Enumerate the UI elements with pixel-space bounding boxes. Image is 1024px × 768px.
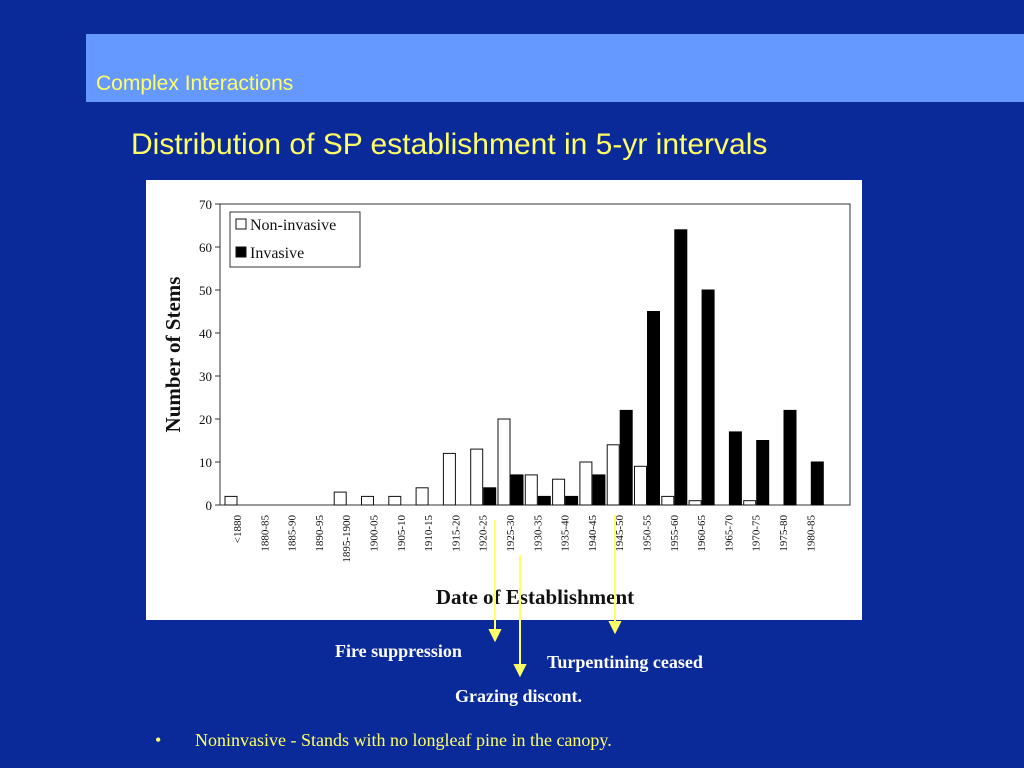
y-tick-label: 40 (199, 326, 212, 341)
x-tick-label: 1980-85 (805, 515, 818, 552)
legend-label-non-invasive: Non-invasive (250, 217, 337, 234)
y-tick-label: 20 (199, 412, 212, 427)
x-tick-label: 1975-80 (778, 515, 790, 552)
x-tick-label: 1885-90 (286, 515, 299, 552)
x-tick-label: 1915-20 (450, 515, 463, 552)
y-tick-label: 0 (205, 498, 212, 513)
x-tick-label: 1965-70 (723, 515, 736, 552)
fire-arrow-head (490, 630, 500, 640)
bullet-item (155, 730, 612, 751)
bullet-text: Noninvasive - Stands with no longleaf pine in the canopy. (195, 730, 612, 750)
fire-suppression-label: Fire suppression (335, 641, 462, 661)
x-tick-label: 1890-95 (313, 515, 326, 552)
grazing-arrow-head (515, 665, 525, 675)
x-tick-label: 1930-35 (532, 515, 545, 552)
turpentining-arrow-head (610, 622, 620, 632)
x-tick-label: 1945-50 (614, 515, 627, 552)
header-title: Complex Interactions (96, 72, 294, 95)
x-tick-label: <1880 (232, 515, 244, 544)
y-tick-label: 50 (199, 283, 212, 298)
x-tick-label: 1935-40 (559, 515, 572, 552)
y-tick-label: 10 (199, 455, 212, 470)
x-tick-label: 1955-60 (668, 515, 681, 552)
x-tick-label: 1910-15 (423, 515, 436, 552)
y-tick-label: 70 (199, 197, 212, 212)
y-tick-label: 30 (199, 369, 212, 384)
x-tick-label: 1960-65 (696, 515, 709, 552)
x-tick-label: 1900-05 (368, 515, 381, 552)
x-tick-label: 1950-55 (641, 515, 654, 552)
x-tick-label: 1880-85 (259, 515, 272, 552)
grazing-label: Grazing discont. (455, 686, 583, 706)
legend-label-invasive: Invasive (250, 245, 305, 262)
turpentining-label: Turpentining ceased (547, 652, 703, 672)
x-tick-label: 1920-25 (477, 515, 490, 552)
y-tick-label: 60 (199, 240, 212, 255)
bullet-symbol: • (155, 730, 162, 750)
x-tick-label: 1970-75 (750, 515, 763, 552)
x-tick-label: 1895-1900 (341, 515, 354, 563)
x-tick-label: 1940-45 (586, 515, 599, 552)
slide-title: Distribution of SP establishment in 5-yr intervals (131, 128, 768, 161)
x-axis-label: Date of Establishment (435, 585, 635, 609)
y-axis-label: Number of Stems (161, 276, 185, 433)
x-tick-label: 1905-10 (395, 515, 408, 552)
x-tick-label: 1925-30 (505, 515, 517, 552)
